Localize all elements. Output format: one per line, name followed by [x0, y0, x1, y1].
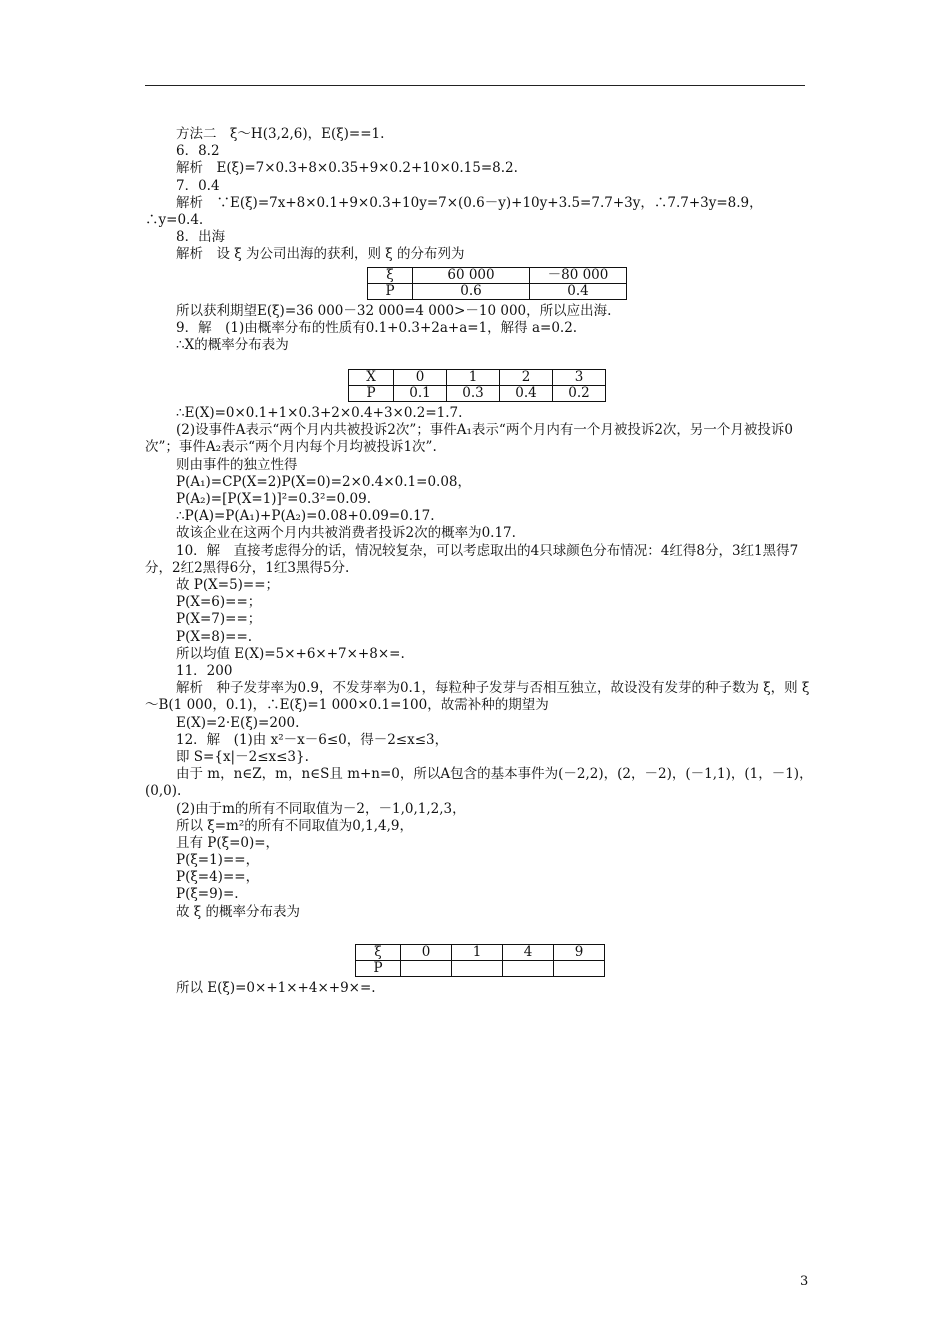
- text-line: 且有 P(ξ=0)=，: [176, 834, 280, 851]
- distribution-table-q8: [367, 267, 627, 300]
- text-line: 所以 E(ξ)=0×+1×+4×+9×=.: [176, 979, 376, 996]
- text-line: P(ξ=9)=.: [176, 886, 239, 903]
- text-line: P(X=7)==；: [176, 611, 262, 628]
- paragraph: 解析 种子发芽率为0.9，不发芽率为0.1，每粒种子发芽与否相互独立，故设没有发芽的种子数为 ξ，则 ξ～B(1 000，0.1)，∴E(ξ)=1 000×0.1=100，故需补种的期望为: [145, 680, 810, 714]
- table-cell: P: [349, 386, 394, 402]
- table-cell: [554, 960, 605, 976]
- distribution-table-q12: [355, 944, 605, 977]
- header-rule: [145, 85, 805, 86]
- solution-text: [145, 126, 817, 997]
- text-line: P(X=6)==；: [176, 594, 262, 611]
- page-number: 3: [800, 1274, 809, 1289]
- text-line: ∴E(X)=0×0.1+1×0.3+2×0.4+3×0.2=1.7.: [176, 405, 463, 422]
- text-line: E(X)=2·E(ξ)=200.: [176, 714, 300, 731]
- text-line: 故 ξ 的概率分布表为: [176, 903, 301, 920]
- text-line: 方法二 ξ～H(3,2,6)，E(ξ)==1.: [176, 126, 385, 142]
- paragraph: 10．解 直接考虑得分的话，情况较复杂，可以考虑取出的4只球颜色分布情况：4红得8分，3红1黑得7分，2红2黑得6分，1红3黑得5分.: [145, 542, 799, 576]
- text-line: ∴P(A)=P(A₁)+P(A₂)=0.08+0.09=0.17.: [176, 508, 435, 525]
- text-line: P(A₂)=[P(X=1)]²=0.3²=0.09.: [176, 491, 372, 508]
- text-line: 12．解 (1)由 x²－x－6≤0，得－2≤x≤3，: [176, 731, 449, 748]
- text-line: P(A₁)=CP(X=2)P(X=0)=2×0.4×0.1=0.08，: [176, 473, 472, 490]
- table-cell: 0.3: [447, 386, 500, 402]
- text-line: P(ξ=1)==，: [176, 852, 260, 869]
- text-line: 所以均值 E(X)=5×+6×+7×+8×=.: [176, 645, 405, 662]
- table-cell: [503, 960, 554, 976]
- table-cell: P: [368, 283, 413, 299]
- table-cell: X: [349, 370, 394, 386]
- table-cell: ξ: [368, 267, 413, 283]
- table-cell: 0.6: [413, 283, 530, 299]
- text-line: 故该企业在这两个月内共被消费者投诉2次的概率为0.17.: [176, 525, 516, 542]
- table-cell: 0: [401, 944, 452, 960]
- text-line: 则由事件的独立性得: [176, 456, 298, 473]
- text-line: 故 P(X=5)==；: [176, 577, 280, 594]
- table-cell: 0.4: [500, 386, 553, 402]
- paragraph: (2)设事件A表示“两个月内共被投诉2次”；事件A₁表示“两个月内有一个月被投诉2次，另一个月被投诉0次”；事件A₂表示“两个月内每个月均被投诉1次”.: [145, 422, 794, 456]
- table-cell: [401, 960, 452, 976]
- table-cell: 4: [503, 944, 554, 960]
- table-cell: 0.4: [530, 283, 627, 299]
- table-cell: ξ: [356, 944, 401, 960]
- text-line: P(ξ=4)==，: [176, 869, 260, 886]
- paragraph: 解析 ∵E(ξ)=7x+8×0.1+9×0.3+10y=7×(0.6－y)+10y+3.5=7.7+3y，∴7.7+3y=8.9，∴y=0.4.: [145, 194, 763, 228]
- text-line: 8．出海: [176, 229, 226, 246]
- text-line: 解析 E(ξ)=7×0.3+8×0.35+9×0.2+10×0.15=8.2.: [176, 160, 518, 177]
- text-line: 所以 ξ=m²的所有不同取值为0,1,4,9，: [176, 817, 413, 834]
- text-line: 即 S={x|－2≤x≤3}.: [176, 748, 309, 765]
- table-cell: －80 000: [530, 267, 627, 283]
- text-line: 所以获利期望E(ξ)=36 000－32 000=4 000>－10 000，所以应出海.: [176, 302, 612, 319]
- table-cell: 2: [500, 370, 553, 386]
- text-line: 6．8.2: [176, 143, 220, 160]
- text-line: 11．200: [176, 662, 233, 679]
- table-cell: 60 000: [413, 267, 530, 283]
- text-line: 7．0.4: [176, 177, 220, 194]
- distribution-table-q9: [348, 369, 606, 402]
- table-cell: 0.2: [553, 386, 606, 402]
- table-cell: 3: [553, 370, 606, 386]
- table-cell: [452, 960, 503, 976]
- table-cell: 9: [554, 944, 605, 960]
- table-cell: 1: [447, 370, 500, 386]
- table-cell: 0: [394, 370, 447, 386]
- spacer: [145, 354, 817, 366]
- table-cell: 1: [452, 944, 503, 960]
- table-cell: P: [356, 960, 401, 976]
- text-line: 解析 设 ξ 为公司出海的获利，则 ξ 的分布列为: [176, 246, 465, 263]
- text-line: (2)由于m的所有不同取值为－2，－1,0,1,2,3，: [176, 800, 466, 817]
- text-line: 9．解 (1)由概率分布的性质有0.1+0.3+2a+a=1，解得 a=0.2.: [176, 319, 578, 336]
- text-line: P(X=8)==.: [176, 628, 253, 645]
- paragraph: 由于 m，n∈Z，m，n∈S且 m+n=0，所以A包含的基本事件为(－2,2)，(2，－2)，(－1,1)，(1，－1)，(0,0).: [145, 766, 813, 800]
- spacer: [145, 921, 817, 941]
- text-line: ∴X的概率分布表为: [176, 336, 289, 353]
- table-cell: 0.1: [394, 386, 447, 402]
